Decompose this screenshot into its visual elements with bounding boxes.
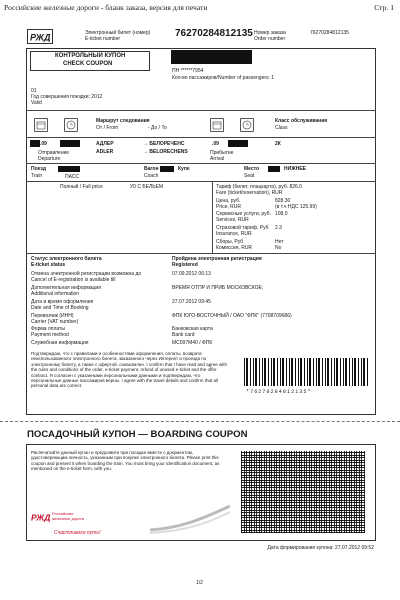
valid-number: 01 <box>31 88 37 94</box>
cancel-label-en: Cancel of E-registration is available till <box>31 277 116 283</box>
fare-label-en: Fare (ticket/reservation), RUR <box>216 190 283 196</box>
order-label-en: Order number <box>254 36 286 42</box>
clock-icon <box>64 118 78 132</box>
from-station-ru: АДЛЕР <box>96 141 114 147</box>
carrier-label-ru: Перевозчик (ИНН) <box>31 313 74 319</box>
route-to-label: - До / To <box>148 125 167 131</box>
redacted-dep-time <box>60 140 80 147</box>
redacted-car-number <box>160 166 174 172</box>
carrier-value: ФПК ЮГО-ВОСТОЧНЫЙ / ОАО "ФПК" (7708709686) <box>172 313 292 319</box>
cancel-label-ru: Отмена электронной регистрации возможна до <box>31 271 142 277</box>
service-info-value: МС097М40 / ФПК <box>172 340 213 346</box>
vat-value: (в т.ч НДС 125.99) <box>275 204 317 210</box>
agreement-text-ru: Подтверждаю, что с правилами и особенностями оформления, оплаты, возврата неиспользованного электронного билета, заказанного через Интернет и проезда по электронному билету, а также с офертой, ознакомлен. <box>31 351 207 367</box>
boarding-text-ru: Распечатайте данный купон и предъявите при посадке вместе с документом, удостоверяющим личность, указанным при покупке электронного билета. <box>31 450 194 461</box>
fees-value: Нет <box>275 239 284 245</box>
insurance-label-ru: Страховой тариф, Руб <box>216 225 269 231</box>
passport-number: ПН ******7954 <box>172 68 204 74</box>
eticket-label-en: E-ticket number <box>85 36 121 42</box>
boarding-instructions <box>31 450 227 472</box>
service-label-ru: Сервисные услуги, руб. <box>216 211 271 217</box>
order-label-ru: Номер заказа <box>254 30 286 36</box>
booking-value: 27.07.2012 09:45 <box>172 299 211 305</box>
payment-label-en: Payment method <box>31 332 69 338</box>
boarding-2d-barcode <box>241 451 365 533</box>
from-station-en: ADLER <box>96 149 114 155</box>
car-type: Купе <box>178 166 190 172</box>
page-number: Стр. 1 <box>374 3 394 12</box>
boarding-text-en: Please print this coupon and present it when boarding the train. You must bring your identification document, as mentioned on the e-ticket form, with you. <box>31 455 220 472</box>
to-station-en: → BELORECHENS <box>143 149 188 155</box>
redacted-dep-day <box>30 140 40 147</box>
rail-swoosh-icon <box>150 504 230 534</box>
train-label-en: Train <box>31 173 43 179</box>
footer-page: 1/2 <box>196 580 203 586</box>
fare-label-ru: Тариф (билет, плацкарта), руб. 826.0 <box>216 184 302 190</box>
class-label-en: Class <box>275 125 288 131</box>
page-header-title: Российские железные дороги - бланк заказа, версия для печати <box>4 3 208 12</box>
payment-value-en: Bank card <box>172 332 195 338</box>
price-label-ru: Цена, руб. <box>216 198 241 204</box>
car-label-ru: Вагон <box>144 166 159 172</box>
commission-label-ru: Комиссия, RUR <box>216 245 253 251</box>
calendar-icon <box>34 118 48 132</box>
redacted-arr-time <box>228 140 248 147</box>
valid-year: Год совершения поездки: 2012 <box>31 94 103 100</box>
payment-label-ru: Форма оплаты <box>31 326 65 332</box>
slogan: Счастливого пути! <box>54 530 101 536</box>
status-value-en: Registered <box>172 262 198 268</box>
arrival-label-en: Arrival <box>210 156 225 162</box>
status-label-en: E-ticket status <box>31 262 66 268</box>
eticket-label-ru: Электронный билет (номер) <box>85 30 151 36</box>
train-label-ru: Поезд <box>31 166 47 172</box>
svg-text:РЖД: РЖД <box>30 32 51 42</box>
arrival-label-ru: Прибытие <box>210 150 234 156</box>
rzd-small-logo-icon <box>31 511 51 522</box>
cut-line <box>0 421 400 422</box>
commission-value: No <box>275 245 282 251</box>
class-label-ru: Класс обслуживания <box>275 118 328 124</box>
info-label-en: Additional information <box>31 291 80 297</box>
insurance-label-en: Insurance, RUR <box>216 231 252 237</box>
route-from-to: От / From <box>96 125 119 131</box>
clock-arrival-icon <box>240 118 254 132</box>
seat-type: НИЖНЕЕ <box>284 166 307 172</box>
class-value: 2К <box>275 141 281 147</box>
to-station-ru: → БЕЛОРЕЧЕНС <box>143 141 185 147</box>
route-label-ru: Маршрут следования <box>96 118 150 124</box>
payment-value-ru: Банковская карта <box>172 326 213 332</box>
price-type: Полный / Full price <box>60 184 103 190</box>
agreement-text-en2: I agree with the travel details and confirm that all personal data are correct. <box>31 378 219 389</box>
valid-label: Valid <box>31 100 42 106</box>
price-value: 828.30 <box>275 198 291 204</box>
redacted-seat-number <box>268 166 280 172</box>
redacted-train-number <box>58 166 80 172</box>
order-number: 76270284812135 <box>310 30 349 36</box>
check-coupon-title-en: CHECK COUPON <box>63 61 113 67</box>
boarding-title: ПОСАДОЧНЫЙ КУПОН — BOARDING COUPON <box>27 429 248 440</box>
train-type: ПАСС <box>65 174 80 180</box>
check-coupon-title-ru: КОНТРОЛЬНЫЙ КУПОН <box>55 53 126 59</box>
booking-label-ru: Дата и время оформления <box>31 299 94 305</box>
price-label-en: Price, RUR <box>216 204 242 210</box>
departure-date: .09 <box>40 141 47 147</box>
ticket-barcode <box>244 358 368 386</box>
departure-label-en: Departure <box>38 156 61 162</box>
agreement-text-en: I confirm that I have read and agree with the rules and conditions of the order, e-ticket payment, refund of unused e-ticket and the offer contract. <box>31 361 227 378</box>
agreement-text-ru2: Я согласен с указанными персональными данными и подтверждаю, что персональные данные пассажиров верны. <box>31 372 201 384</box>
fees-label-ru: Сборы, Руб <box>216 239 244 245</box>
service-value: 108.0 <box>275 211 288 217</box>
seat-label-en: Seat <box>244 173 255 179</box>
rzd-logo-text: Российские железные дороги <box>52 511 85 521</box>
car-label-en: Coach <box>144 173 159 179</box>
rzd-logo-icon <box>27 29 53 44</box>
insurance-value: 2.3 <box>275 225 282 231</box>
formed-date: Дата формирования купона: 27.07.2012 09:52 <box>267 545 374 551</box>
barcode-number: *76270284812135* <box>246 389 312 395</box>
calendar-arrival-icon <box>210 118 224 132</box>
info-label-ru: Дополнительная информация <box>31 285 101 291</box>
carrier-label-en: Carrier (VAT number) <box>31 319 79 325</box>
cancel-value: 07.09.2012 06:13 <box>172 271 211 277</box>
passengers-count: Кол-во пассажиров/Number of passengers: 1 <box>172 75 275 81</box>
booking-label-en: Date and Time of Booking <box>31 305 89 311</box>
redacted-name <box>171 50 252 64</box>
eticket-number: 76270284812135 <box>175 28 253 39</box>
linen-info: У0 С БЕЛЬЕМ <box>130 184 164 190</box>
service-label-en: Services, RUR <box>216 217 249 223</box>
status-label-ru: Статус электронного билета <box>31 256 102 262</box>
status-value-ru: Пройдена электронная регистрация <box>172 256 262 262</box>
seat-label-ru: Место <box>244 166 260 172</box>
departure-label-ru: Отправление <box>38 150 70 156</box>
svg-text:РЖД: РЖД <box>31 512 51 522</box>
arrival-date: .09 <box>212 141 219 147</box>
info-value: ВРЕМЯ ОТПР И ПРИБ МОСКОВСКОЕ; <box>172 285 264 291</box>
service-info-label: Служебная информация <box>31 340 89 346</box>
agreement-text <box>31 351 231 389</box>
